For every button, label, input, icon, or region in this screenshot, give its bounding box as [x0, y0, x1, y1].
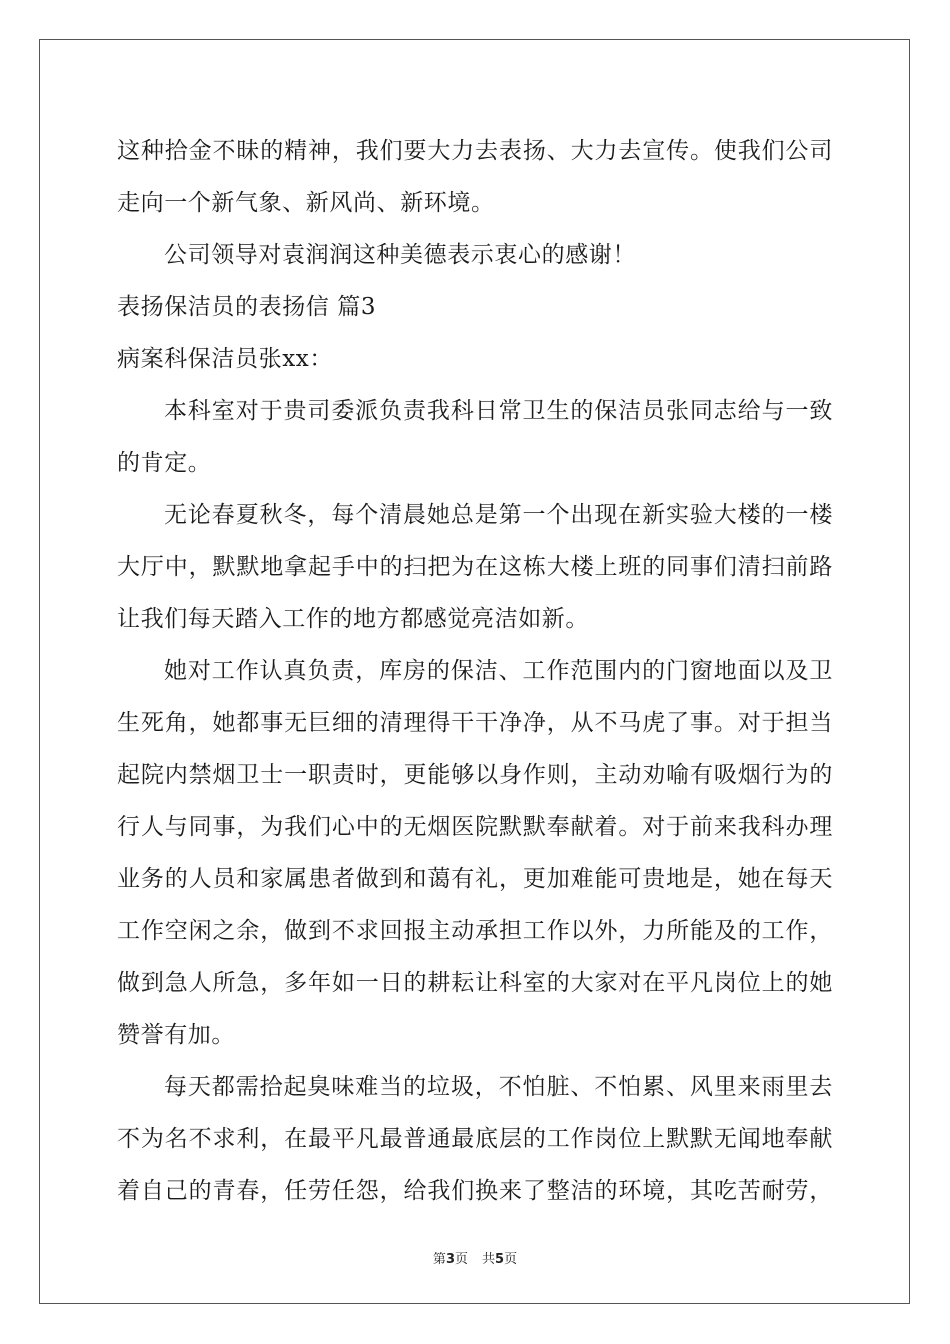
paragraph-line: 本科室对于贵司委派负责我科日常卫生的保洁员张同志给与一致: [164, 398, 833, 424]
paragraph-line: 行人与同事，为我们心中的无烟医院默默奉献着。对于前来我科办理: [117, 814, 833, 840]
salutation: 病案科保洁员张xx：: [117, 346, 333, 372]
paragraph-line: 着自己的青春，任劳任怨，给我们换来了整洁的环境，其吃苦耐劳，: [117, 1178, 833, 1204]
paragraph-line: 工作空闲之余，做到不求回报主动承担工作以外，力所能及的工作，: [117, 918, 833, 944]
page-total: 5: [495, 1252, 505, 1267]
paragraph-line: 这种拾金不昧的精神，我们要大力去表扬、大力去宣传。使我们公司: [117, 138, 833, 164]
document-body: [117, 125, 833, 1217]
page-unit: 页: [454, 1252, 468, 1267]
paragraph-line: 赞誉有加。: [117, 1022, 235, 1048]
paragraph-line: 的肯定。: [117, 450, 212, 476]
paragraph-line: 她对工作认真负责，库房的保洁、工作范围内的门窗地面以及卫: [164, 658, 833, 684]
page-prefix: 第: [432, 1252, 446, 1267]
paragraph-line: 公司领导对袁润润这种美德表示衷心的感谢！: [164, 242, 636, 268]
paragraph-line: 生死角，她都事无巨细的清理得干干净净，从不马虎了事。对于担当: [117, 710, 833, 736]
paragraph-line: 无论春夏秋冬，每个清晨她总是第一个出现在新实验大楼的一楼: [164, 502, 833, 528]
paragraph-line: 起院内禁烟卫士一职责时，更能够以身作则，主动劝喻有吸烟行为的: [117, 762, 833, 788]
paragraph-line: 业务的人员和家属患者做到和蔼有礼，更加难能可贵地是，她在每天: [117, 866, 833, 892]
page-footer: [0, 1248, 950, 1267]
paragraph-line: 大厅中，默默地拿起手中的扫把为在这栋大楼上班的同事们清扫前路: [117, 554, 833, 580]
paragraph-line: 不为名不求利，在最平凡最普通最底层的工作岗位上默默无闻地奉献: [117, 1126, 833, 1152]
section-heading: 表扬保洁员的表扬信 篇3: [117, 294, 377, 320]
paragraph-line: 走向一个新气象、新风尚、新环境。: [117, 190, 495, 216]
total-unit: 页: [504, 1252, 518, 1267]
paragraph-line: 做到急人所急，多年如一日的耕耘让科室的大家对在平凡岗位上的她: [117, 970, 833, 996]
page-number: 3: [445, 1252, 455, 1267]
total-prefix: 共: [482, 1252, 496, 1267]
paragraph-line: 让我们每天踏入工作的地方都感觉亮洁如新。: [117, 606, 589, 632]
paragraph-line: 每天都需拾起臭味难当的垃圾，不怕脏、不怕累、风里来雨里去: [164, 1074, 833, 1100]
